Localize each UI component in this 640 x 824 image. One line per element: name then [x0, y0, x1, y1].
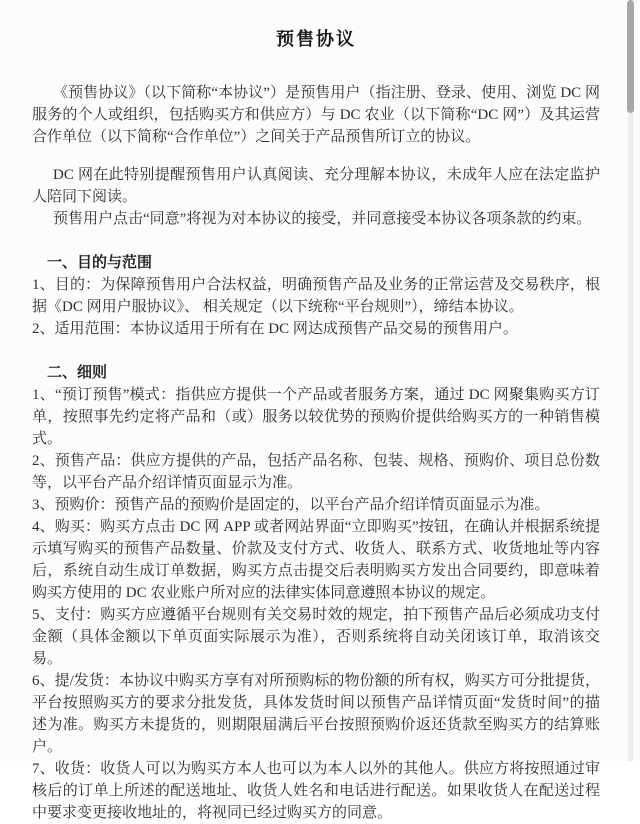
- intro-paragraph-definition: 《预售协议》（以下简称“本协议”）是预售用户（指注册、登录、使用、浏览 DC 网服务的个人或组织，包括购买方和供应方）与 DC 农业（以下简称“DC 网”）及其运营合作单位（以下简称“合作单位”）之间关于产品预售所订立的协议。: [32, 85, 600, 145]
- intro-paragraph-acceptance: 预售用户点击“同意”将视为对本协议的接受，并同意接受本协议各项条款的约束。: [53, 211, 592, 227]
- item-presale-mode: 1、“预订预售”模式：指供应方提供一个产品或者服务方案，通过 DC 网聚集购买方订单，按照事先约定将产品和（或）服务以较优势的预购价提供给购买方的一种销售模式。: [32, 387, 600, 447]
- item-pickup-delivery: 6、提/发货：本协议中购买方享有对所预购标的物份额的所有权，购买方可分批提货，平台按照购买方的要求分批发货，具体发货时间以预售产品详情页面“发货时间”的描述为准。购买方未提货的，则期限届满后平台按照预购价返还货款至购买方的结算账户。: [32, 673, 600, 755]
- section-purpose-and-scope: [32, 252, 600, 340]
- item-purpose: 1、目的：为保障预售用户合法权益，明确预售产品及业务的正常运营及交易秩序，根据《DC 网用户服协议》、 相关规定（以下统称“平台规则”），缔结本协议。: [32, 277, 600, 315]
- scrollbar-track[interactable]: [628, 0, 633, 761]
- intro-paragraph-reminder: DC 网在此特别提醒预售用户认真阅读、充分理解本协议，未成年人应在法定监护人陪同下阅读。: [32, 167, 600, 205]
- item-scope: 2、适用范围：本协议适用于所有在 DC 网达成预售产品交易的预售用户。: [32, 321, 518, 337]
- section-detailed-rules: [32, 362, 600, 824]
- page-title: 预售协议: [276, 29, 356, 49]
- item-receipt: 7、收货：收货人可以为购买方本人也可以为本人以外的其他人。供应方将按照通过审核后的订单上所述的配送地址、收货人姓名和电话进行配送。如果收货人在配送过程中要求变更接收地址的，将视同已经过购买方的同意。: [32, 761, 600, 821]
- item-presale-product: 2、预售产品：供应方提供的产品，包括产品名称、包装、规格、预购价、项目总份数等，以平台产品介绍详情页面显示为准。: [32, 453, 600, 491]
- section-heading-detailed-rules: 二、细则: [47, 365, 108, 381]
- item-purchase: 4、购买：购买方点击 DC 网 APP 或者网站界面“立即购买”按钮，在确认并根据系统提示填写购买的预售产品数量、价款及支付方式、收货人、联系方式、收货地址等内容后，系统自动生成订单数据，购买方点击提交后表明购买方发出合同要约，即意味着购买方使用的 DC 农业账户所对应的法律实体同意遵照本协议的规定。: [32, 519, 600, 601]
- scrollbar-thumb[interactable]: [627, 0, 634, 113]
- item-presale-price: 3、预购价：预售产品的预购价是固定的，以平台产品介绍详情页面显示为准。: [32, 497, 550, 513]
- section-heading-purpose-and-scope: 一、目的与范围: [47, 255, 153, 271]
- item-payment: 5、支付：购买方应遵循平台规则有关交易时效的规定，拍下预售产品后必须成功支付金额（具体金额以下单页面实际展示为准），否则系统将自动关闭该订单，取消该交易。: [32, 607, 600, 667]
